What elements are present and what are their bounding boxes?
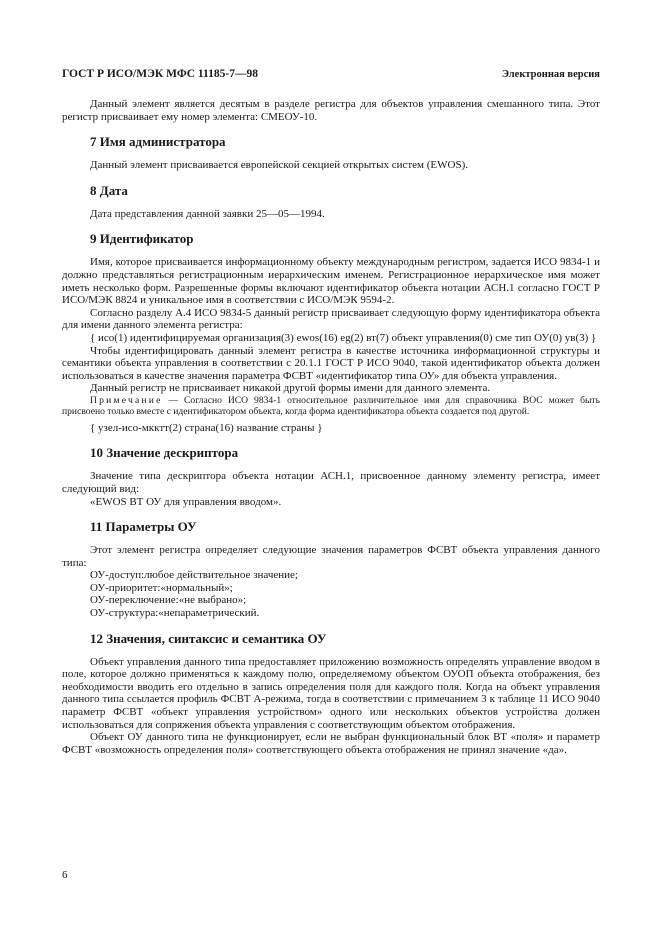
section-9-paragraph-5: Данный регистр не присваивает никакой другой формы имени для данного элемента. [90, 382, 491, 395]
section-10-title: 10 Значение дескриптора [90, 445, 239, 461]
section-12-title: 12 Значения, синтаксис и семантика ОУ [90, 630, 327, 646]
section-9-title: 9 Идентификатор [90, 231, 194, 247]
section-9-oid: { исо(1) идентифицируемая организация(3) ewos(16) eg(2) вт(7) объект управления(0) сме тип ОУ(0) ув(3) } [90, 331, 597, 344]
section-9-paragraph-2: Согласно разделу А.4 ИСО 9834-5 данный регистр присваивает следующую форму идентификатора объекта для имени данного элемента регистра: [62, 306, 600, 332]
param-item: ОУ-доступ:любое действительное значение; [90, 569, 298, 582]
section-12-paragraph-2: Объект ОУ данного типа не функционирует, если не выбран функциональный блок ВТ «поля» и параметр ФСВТ «возможность определения поля» соответствующего объекта отображения не принял значение «да». [62, 731, 600, 756]
document-page [62, 68, 600, 756]
section-9-note [62, 395, 600, 418]
section-10-paragraph-1: Значение типа дескриптора объекта нотации АСН.1, присвоенное данному элементу регистра, имеет следующий вид: [62, 470, 600, 495]
param-item: ОУ-структура:«непараметрический. [90, 607, 260, 620]
section-8-paragraph: Дата представления данной заявки 25—05—1994. [90, 207, 325, 220]
section-9-paragraph-4: Чтобы идентифицировать данный элемент регистра в качестве источника информационной структуры и семантики объекта управления в соответствии с 20.1.1 ГОСТ Р ИСО 9040, такой идентификатор объекта должен использоваться в качестве значения параметра ФСВТ «идентификатор типа ОУ» для объекта управления. [62, 344, 600, 382]
section-12-paragraph-1: Объект управления данного типа предоставляет приложению возможность определять управление вводом в поле, которое должно применяться к каждому полю, определяемому объектом ОУОП объекта отображения, без необходимости вводить его отдельно в запись определения поля для каждого поля. Когда на объект управления данного типа ссылается профиль ФСВТ А-режима, тогда в соответствии с примечанием 3 к таблице 11 ИСО 9040 параметр ФСВТ «объект управления устройством» одного или нескольких объектов устройства должен использоваться для сопряжения объекта управления с соответствующим объектом отображения. [62, 655, 600, 731]
intro-paragraph: Данный элемент является десятым в разделе регистра для объектов управления смешанного типа. Этот регистр присваивает ему номер элемента: СМЕОУ-10. [62, 98, 600, 123]
param-item: ОУ-переключение:«не выбрано»; [90, 594, 247, 607]
section-8-title: 8 Дата [90, 182, 128, 198]
section-9-paragraph-1: Имя, которое присваивается информационному объекту международным регистром, задается ИСО 9834-1 и должно представляться регистрационным иерархическим именем. Регистрационное иерархическое имя может иметь несколько форм. Разрешенные формы включают идентификатор объекта нотации АСН.1 согласно ГОСТ Р ИСО/МЭК 8824 и уникальное имя в соответствии с ИСО/МЭК 9594-2. [62, 256, 600, 307]
note-text: — Согласно ИСО 9834-1 относительное различительное имя для справочника ВОС может быть присвоено только вместе с идентификатором объекта, когда форма идентификатора объекта создается под другой. [62, 394, 600, 418]
section-7-title: 7 Имя администратора [90, 134, 226, 150]
version-label: Электронная версия [501, 69, 600, 80]
param-item: ОУ-приоритет:«нормальный»; [90, 581, 233, 594]
page-header [62, 68, 600, 86]
standard-code: ГОСТ Р ИСО/МЭК МФС 11185-7—98 [62, 68, 258, 80]
section-7-paragraph: Данный элемент присваивается европейской секцией открытых систем (EWOS). [90, 159, 468, 172]
page-number: 6 [62, 869, 68, 881]
section-11-title: 11 Параметры ОУ [90, 519, 197, 535]
section-10-paragraph-2: «EWOS ВТ ОУ для управления вводом». [90, 495, 282, 508]
section-11-paragraph: Этот элемент регистра определяет следующие значения параметров ФСВТ объекта управления данного типа: [62, 544, 600, 569]
section-9-name-form: { узел-исо-мкктт(2) страна(16) название страны } [90, 421, 323, 434]
note-label: Примечание [90, 394, 163, 406]
